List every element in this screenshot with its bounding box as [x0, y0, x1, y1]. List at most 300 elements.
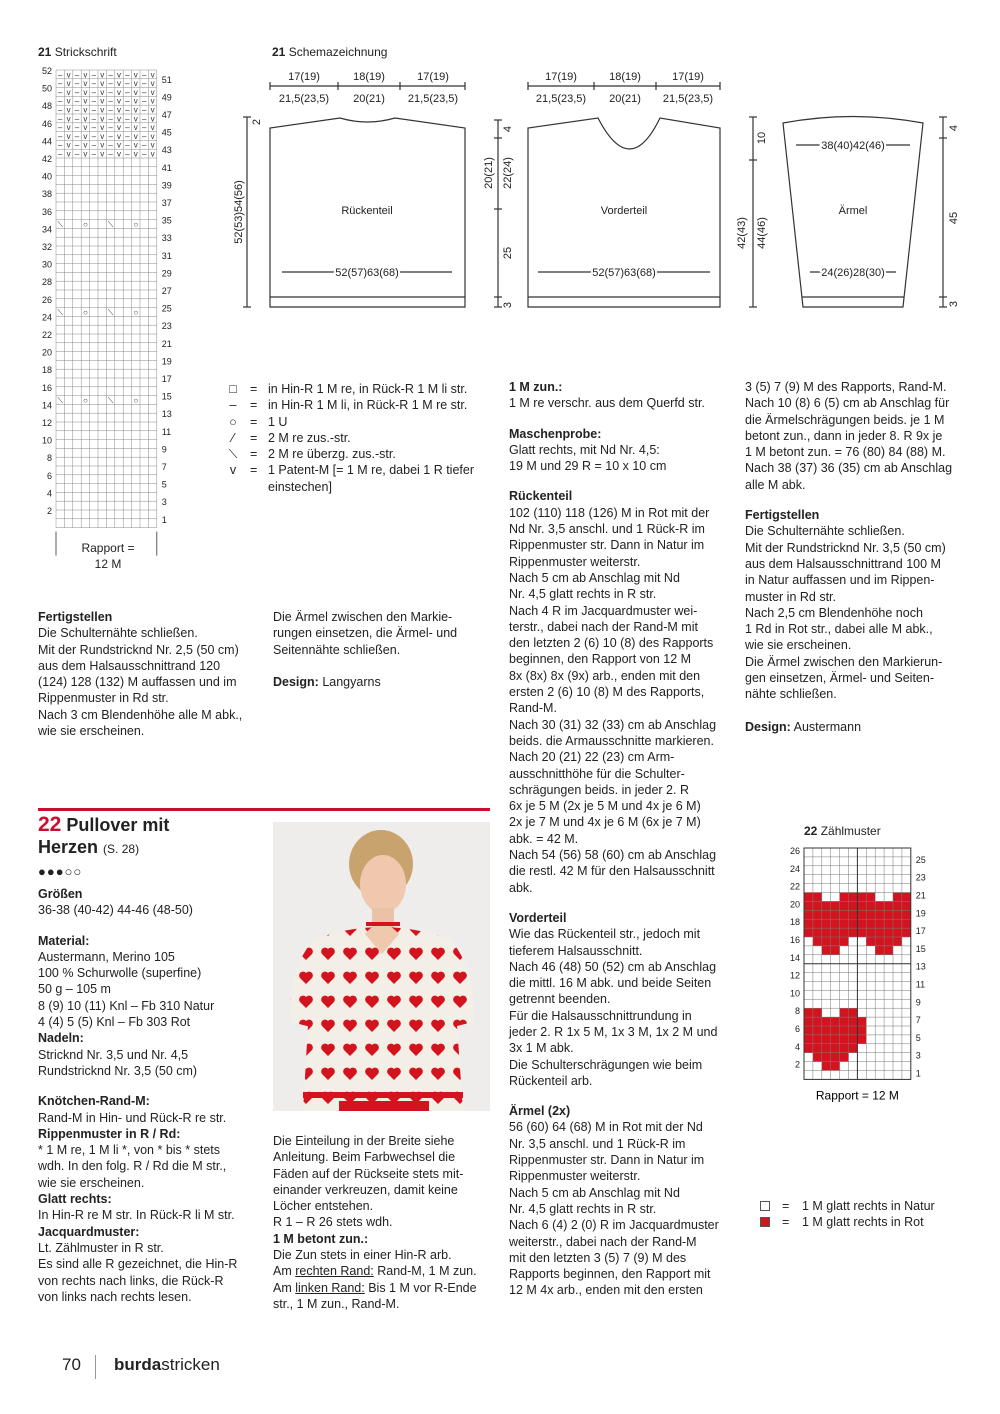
chart21-row-label: 40	[41, 171, 52, 182]
legend-21-equals: =	[250, 430, 258, 445]
zaehlmuster-title: 22 Zählmuster	[804, 824, 881, 838]
zaehl-row-label: 5	[915, 1032, 921, 1043]
zaehl-cell-red	[804, 910, 813, 919]
zaehl-cell-red	[875, 901, 884, 910]
stockinette-text: In Hin-R re M str. In Rück-R li M str.	[38, 1208, 235, 1223]
mzun-heading: 1 M zun.:	[509, 380, 563, 394]
legend-21-symbol: □	[229, 382, 237, 396]
legend-21-text: in Hin-R 1 M li, in Rück-R 1 M re str.	[268, 398, 468, 413]
chart21-symbol: –	[141, 87, 147, 97]
back-bottom-width-3: 21,5(23,5)	[407, 93, 459, 105]
chart21-symbol: –	[141, 149, 147, 159]
chart21-symbol: –	[108, 96, 113, 106]
needles-text: Stricknd Nr. 3,5 und Nr. 4,5 Rundstricknd Nr. 3,5 (50 cm)	[38, 1047, 198, 1078]
zaehl-legend-equals: =	[782, 1199, 790, 1213]
chart21-symbol: –	[91, 123, 97, 133]
chart21-row-label: 6	[46, 470, 52, 481]
chart21-symbol: –	[91, 114, 97, 124]
zaehl-cell-red	[884, 928, 893, 937]
zaehl-cell-red	[840, 901, 849, 910]
rib-heading: Rippenmuster in R / Rd:	[38, 1126, 181, 1141]
zaehl-cell-red	[849, 1035, 858, 1044]
legend-21-item	[222, 430, 492, 446]
chart21-row-label: 44	[41, 136, 52, 147]
chart21-symbol: v	[117, 96, 121, 106]
chart21-symbol: ⟍	[57, 395, 64, 405]
zaehl-cell-red	[822, 1062, 831, 1071]
zaehl-row-label: 20	[789, 899, 800, 910]
chart21-symbol: –	[91, 131, 97, 141]
chart21-symbol: –	[57, 96, 63, 106]
chart21-symbol: –	[125, 96, 130, 106]
zaehl-row-label: 23	[915, 872, 926, 883]
legend-21-text: 2 M re überzg. zus.-str.	[268, 447, 396, 462]
chart21-symbol: v	[66, 105, 71, 115]
zaehl-cell-red	[866, 937, 875, 946]
zaehl-cell-red	[840, 910, 849, 919]
zaehl-cell-red	[813, 919, 822, 928]
legend-21-text: 2 M re zus.-str.	[268, 430, 351, 445]
chart21-symbol: –	[74, 79, 80, 89]
jacquard-text: Lt. Zählmuster in R str. Es sind alle R gezeichnet, die Hin-R von rechts nach links, die Rück-R von links nach rechts lesen.	[38, 1240, 238, 1304]
legend-21-symbol: v	[229, 463, 237, 478]
front-top-width-1: 17(19)	[545, 71, 577, 83]
zaehl-cell-red	[831, 1053, 840, 1062]
zaehl-legend-swatch	[760, 1217, 770, 1227]
legend-21-item	[222, 446, 492, 462]
chart21-row-label: 46	[41, 118, 52, 129]
zaehl-cell-red	[849, 919, 858, 928]
chart21-symbol: v	[83, 123, 88, 133]
chart21-row-label: 17	[161, 374, 172, 384]
chart21-symbol: v	[100, 79, 105, 89]
zaehl-cell-red	[857, 901, 866, 910]
sleeve-label: Ärmel	[838, 205, 868, 217]
zaehl-cell-red	[866, 910, 875, 919]
zaehl-cell-red	[857, 919, 866, 928]
chart21-symbol: ○	[133, 307, 139, 317]
chart21-symbol: v	[66, 123, 71, 133]
zaehl-cell-red	[831, 937, 840, 946]
chart21-row-label: 24	[41, 312, 52, 323]
pattern-22-title: 22 Pullover mit Herzen (S. 28) ●●●○○	[38, 814, 268, 880]
strickschrift-chart	[30, 62, 195, 582]
chart21-row-label: 20	[41, 347, 52, 358]
chart21-symbol: –	[74, 96, 80, 106]
front-length-label: 44(46)	[756, 217, 768, 249]
chart21-symbol: v	[150, 149, 155, 159]
legend-21	[222, 381, 492, 495]
zaehl-cell-red	[884, 919, 893, 928]
chart21-row-label: 36	[41, 206, 52, 217]
chart21-symbol: –	[108, 70, 113, 80]
legend-21-equals: =	[250, 398, 258, 413]
chart21-symbol: –	[125, 79, 130, 89]
rapport-label: Rapport = 12 M	[81, 541, 135, 571]
zaehl-cell-red	[831, 910, 840, 919]
chart21-symbol: v	[66, 149, 71, 159]
back-piece-label: Rückenteil	[341, 205, 393, 217]
chart21-symbol: ⟍	[107, 219, 114, 229]
chart21-symbol: v	[150, 96, 155, 106]
left-edge-text-2: str., 1 M zun., Rand-M.	[273, 1296, 400, 1311]
zaehl-cell-red	[804, 901, 813, 910]
zaehl-row-label: 2	[794, 1059, 800, 1070]
back-bottom-width-1: 21,5(23,5)	[278, 93, 330, 105]
zaehl-cell-red	[849, 901, 858, 910]
legend-21-equals: =	[250, 414, 258, 429]
zaehl-row-label: 13	[915, 961, 926, 972]
zaehl-legend-text: 1 M glatt rechts in Natur	[802, 1199, 935, 1213]
sleeve-length-label: 45	[948, 211, 960, 225]
chart21-symbol: –	[125, 123, 130, 133]
zaehl-cell-red	[813, 1017, 822, 1026]
chart21-row-label: 5	[161, 479, 167, 490]
chart21-symbol: –	[125, 131, 130, 141]
zaehl-cell-red	[840, 1026, 849, 1035]
zaehl-cell-red	[875, 946, 884, 955]
chart21-symbol: ⟍	[107, 307, 114, 317]
zaehl-row-label: 1	[915, 1068, 921, 1079]
chart21-row-label: 34	[41, 224, 52, 235]
zaehl-cell-red	[813, 1026, 822, 1035]
chart21-symbol: –	[74, 70, 80, 80]
chart21-symbol: –	[57, 105, 63, 115]
front-piece-label: Vorderteil	[600, 205, 648, 217]
chart21-row-label: 49	[161, 92, 172, 103]
sleeve-rib-label: 3	[948, 300, 960, 308]
increase-heading: 1 M betont zun.:	[273, 1231, 369, 1246]
zaehl-cell-red	[893, 928, 902, 937]
chart21-symbol: –	[141, 105, 147, 115]
chart21-row-label: 37	[161, 198, 172, 208]
schema-drawing	[230, 60, 970, 330]
chart21-symbol: –	[141, 70, 147, 80]
chart21-symbol: v	[83, 105, 88, 115]
legend-21-item	[222, 381, 492, 397]
chart21-row-label: 39	[161, 180, 172, 191]
sleeve-cap-label: 4	[948, 124, 960, 132]
legend-21-text: in Hin-R 1 M re, in Rück-R 1 M li str.	[268, 382, 468, 396]
material-heading: Material:	[38, 933, 90, 948]
chart21-symbol: v	[150, 140, 155, 150]
zaehl-cell-red	[822, 946, 831, 955]
selvedge-heading: Knötchen-Rand-M:	[38, 1094, 150, 1109]
body-length-label: 25	[502, 246, 514, 260]
chart21-symbol: v	[133, 123, 138, 133]
chart21-symbol: –	[125, 105, 130, 115]
chart21-row-label: 9	[161, 444, 167, 455]
chart21-symbol: v	[150, 105, 155, 115]
page-number: 70	[62, 1355, 81, 1374]
zaehl-cell-red	[849, 1026, 858, 1035]
selvedge-text: Rand-M in Hin- und Rück-R re str.	[38, 1110, 227, 1125]
zaehl-cell-red	[893, 901, 902, 910]
chart21-symbol: –	[125, 140, 130, 150]
chart21-row-label: 4	[46, 488, 52, 499]
chart21-symbol: ○	[82, 307, 88, 317]
chart21-symbol: v	[117, 149, 121, 159]
chart21-symbol: v	[66, 79, 71, 89]
zaehl-cell-red	[831, 1026, 840, 1035]
zaehl-cell-red	[866, 928, 875, 937]
zaehl-row-label: 15	[915, 943, 926, 954]
zaehl-row-label: 16	[789, 935, 800, 945]
zaehl-cell-red	[804, 1017, 813, 1026]
chart21-row-label: 1	[161, 514, 167, 525]
zaehlmuster-chart	[780, 842, 940, 1107]
zaehl-cell-red	[849, 1044, 858, 1053]
chart21-row-label: 23	[161, 321, 172, 332]
zaehl-cell-red	[822, 1035, 831, 1044]
zaehl-cell-red	[866, 893, 875, 902]
magazine-brand: burdastricken	[114, 1355, 220, 1374]
chart21-symbol: –	[108, 114, 113, 124]
chart21-symbol: –	[108, 149, 113, 159]
zaehl-cell-red	[875, 910, 884, 919]
chart21-row-label: 41	[161, 162, 172, 173]
chart21-row-label: 13	[161, 409, 172, 420]
legend-21-symbol: –	[229, 398, 237, 413]
zaehl-cell-red	[831, 919, 840, 928]
chart21-symbol: ○	[133, 395, 139, 405]
zaehl-cell-red	[831, 1035, 840, 1044]
chart21-symbol: –	[141, 131, 147, 141]
chart21-symbol: v	[133, 149, 138, 159]
chart21-symbol: v	[66, 87, 71, 97]
zaehl-cell-red	[840, 928, 849, 937]
chart21-row-label: 11	[161, 426, 172, 437]
finishing-21-text: Die Schulternähte schließen. Mit der Rundstricknd Nr. 2,5 (50 cm) aus dem Halsausschnittrand 120 (124) 128 (132) M auffassen und im Rippenmuster in Rd str. Nach 3 cm Blendenhöhe alle M abk., wie sie erscheinen.	[38, 626, 243, 739]
chart21-symbol: v	[66, 114, 71, 124]
chart21-symbol: ○	[133, 219, 139, 229]
gauge-text: Glatt rechts, mit Nd Nr. 4,5: 19 M und 29 R = 10 x 10 cm	[509, 442, 667, 474]
zaehl-row-label: 14	[789, 952, 800, 963]
finishing-21	[38, 609, 263, 739]
chart21-symbol: v	[117, 131, 121, 141]
chart21-symbol: –	[141, 140, 147, 150]
zaehl-cell-red	[804, 919, 813, 928]
chart21-row-label: 3	[161, 497, 167, 508]
zaehl-cell-red	[902, 893, 911, 902]
chart21-symbol: v	[150, 79, 155, 89]
zaehl-cell-red	[884, 946, 893, 955]
zaehl-cell-red	[902, 928, 911, 937]
zaehl-row-label: 3	[915, 1050, 921, 1061]
zaehl-cell-red	[813, 1035, 822, 1044]
zaehl-cell-red	[840, 1035, 849, 1044]
stockinette-heading: Glatt rechts:	[38, 1192, 112, 1207]
chart21-row-label: 2	[46, 506, 52, 516]
chart21-symbol: –	[91, 96, 97, 106]
chart21-symbol: v	[117, 105, 121, 115]
chart21-symbol: v	[133, 87, 138, 97]
chart21-symbol: –	[57, 123, 63, 133]
sleeves-heading: Ärmel (2x)	[509, 1104, 571, 1119]
chart21-symbol: v	[83, 140, 88, 150]
zaehl-cell-red	[840, 1053, 849, 1062]
zaehl-cell-red	[822, 928, 831, 937]
zaehl-cell-red	[813, 910, 822, 919]
rib-height-label: 3	[502, 301, 514, 309]
chart21-row-label: 47	[161, 110, 172, 120]
zaehl-cell-red	[840, 893, 849, 902]
right-column	[745, 379, 970, 735]
chart21-row-label: 50	[41, 83, 52, 94]
zaehl-cell-red	[884, 910, 893, 919]
chart21-symbol: v	[133, 96, 138, 106]
chart21-symbol: v	[117, 140, 121, 150]
chart21-symbol: –	[57, 149, 63, 159]
chart21-symbol: –	[108, 105, 113, 115]
zaehl-cell-red	[831, 1017, 840, 1026]
chart21-row-label: 19	[161, 356, 172, 367]
zaehl-cell-red	[857, 1026, 866, 1035]
zaehl-cell-red	[875, 937, 884, 946]
chart21-symbol: –	[57, 131, 63, 141]
back-top-width-2: 18(19)	[353, 71, 385, 83]
zaehl-row-label: 9	[915, 997, 921, 1008]
zaehl-cell-red	[849, 928, 858, 937]
chart21-symbol: –	[91, 70, 97, 80]
zaehl-cell-red	[902, 901, 911, 910]
zaehl-row-label: 22	[789, 881, 800, 892]
chart21-symbol: v	[66, 140, 71, 150]
chart21-symbol: v	[83, 96, 88, 106]
chart21-symbol: v	[100, 70, 105, 80]
zaehl-cell-red	[840, 1044, 849, 1053]
chart21-symbol: –	[74, 131, 80, 141]
zaehl-cell-red	[804, 1044, 813, 1053]
front-bottom-width-2: 20(21)	[609, 93, 641, 105]
zaehl-cell-red	[857, 910, 866, 919]
legend-21-equals: =	[250, 463, 258, 478]
zaehl-cell-red	[849, 1008, 858, 1017]
back-text: 102 (110) 118 (126) M in Rot mit der Nd Nr. 3,5 anschl. und 1 Rück-R im Rippenmuster str. Dann in Natur im Rippenmuster weiterstr. Nach 5 cm ab Anschlag mit Nd Nr. 4,5 glatt rechts in R str. Nach 4 R im Jacquardmuster wei- terstr., dabei nach der Rand-M mit den letzten 2 (6) 10 (8) des Rapports beginnen, den Rapport von 12 M 8x (8x) 8x (9x) arb., enden mit den ersten 2 (6) 10 (8) M des Rapports, Rand-M. Nach 30 (31) 32 (33) cm ab Anschlag beids. die Armausschnitte markieren. Nach 20 (21) 22 (23) cm Arm- ausschnitthöhe für die Schulter- schrägungen beids. in jeder 2. R 6x je 5 M (2x je 5 M und 4x je 6 M) 2x je 7 M und 4x je 6 M (6x je 7 M) abk. = 42 M. Nach 54 (56) 58 (60) cm ab Anschlag die restl. 42 M für den Halsausschnitt abk.	[509, 505, 717, 895]
chart21-symbol: v	[117, 87, 121, 97]
chart21-row-label: 42	[41, 154, 52, 164]
chart21-symbol: –	[141, 79, 147, 89]
zaehl-legend-item	[760, 1198, 980, 1214]
front-heading: Vorderteil	[509, 910, 567, 925]
legend-21-symbol: ⁄	[231, 430, 235, 445]
armhole-height-label: 20(21)	[483, 157, 495, 189]
back-heading: Rückenteil	[509, 489, 573, 504]
strickschrift-title: 21 Strickschrift	[38, 45, 117, 59]
zaehl-row-label: 7	[915, 1015, 921, 1026]
legend-21-symbol: ○	[229, 414, 237, 429]
legend-21-item	[222, 462, 492, 495]
chart21-row-label: 25	[161, 303, 172, 314]
back-top-width-3: 17(19)	[417, 71, 449, 83]
jacquard-heading: Jacquardmuster:	[38, 1224, 140, 1239]
zaehl-cell-red	[822, 937, 831, 946]
chart21-symbol: –	[74, 105, 80, 115]
chart21-row-label: 29	[161, 268, 172, 279]
instructions-column	[509, 379, 734, 1299]
back-shoulder-label: 2	[251, 118, 263, 126]
zaehl-legend-equals: =	[782, 1215, 790, 1230]
chart21-row-label: 30	[41, 259, 52, 270]
section-divider	[38, 808, 490, 811]
finishing-21-heading: Fertigstellen	[38, 610, 113, 624]
zaehl-row-label: 18	[789, 917, 800, 928]
front-bottom-width-1: 21,5(23,5)	[535, 93, 587, 105]
zaehl-row-label: 11	[915, 979, 926, 990]
chart21-symbol: –	[74, 123, 80, 133]
front-neck-height-label: 42(43)	[736, 217, 748, 249]
chart21-row-label: 28	[41, 277, 52, 288]
chart21-symbol: –	[74, 114, 80, 124]
chart21-symbol: –	[74, 140, 80, 150]
chart21-symbol: –	[108, 123, 113, 133]
front-width-label: 52(57)63(68)	[592, 267, 656, 279]
chart21-symbol: –	[108, 140, 113, 150]
zaehl-row-label: 4	[794, 1041, 800, 1052]
sizes-text: 36-38 (40-42) 44-46 (48-50)	[38, 903, 193, 918]
materials-column	[38, 886, 263, 1305]
chart21-symbol: –	[141, 123, 147, 133]
zaehl-cell-red	[849, 1017, 858, 1026]
colorwork-text: Die Einteilung in der Breite siehe Anleitung. Beim Farbwechsel die Fäden auf der Rückseite stets mit- einander verkreuzen, damit keine Löcher entstehen. R 1 – R 26 stets wdh.	[273, 1134, 464, 1230]
design-22: Design: Austermann	[745, 719, 862, 734]
chart21-symbol: –	[91, 105, 97, 115]
zaehl-cell-red	[822, 1044, 831, 1053]
zaehl-cell-red	[822, 919, 831, 928]
chart21-symbol: –	[125, 149, 130, 159]
zaehl-cell-red	[831, 946, 840, 955]
chart21-symbol: v	[150, 70, 155, 80]
chart21-symbol: –	[108, 131, 113, 141]
right-edge-text: Am rechten Rand: Rand-M, 1 M zun.	[273, 1264, 477, 1279]
chart21-symbol: v	[83, 70, 88, 80]
chart21-symbol: –	[108, 79, 113, 89]
chart21-symbol: –	[141, 114, 147, 124]
zaehl-cell-red	[849, 910, 858, 919]
zaehl-cell-red	[884, 937, 893, 946]
zaehl-cell-red	[813, 937, 822, 946]
legend-21-item	[222, 414, 492, 430]
zaehl-row-label: 6	[794, 1024, 800, 1034]
chart21-symbol: v	[117, 79, 121, 89]
chart21-symbol: –	[125, 87, 130, 97]
zaehl-cell-red	[893, 919, 902, 928]
chart21-symbol: –	[125, 70, 130, 80]
footer-divider	[95, 1355, 96, 1379]
zaehlmuster-legend	[760, 1198, 980, 1231]
sleeves-text: 56 (60) 64 (68) M in Rot mit der Nd Nr. 3,5 anschl. und 1 Rück-R im Rippenmuster str. Dann in Natur im Rippenmuster weiterstr. Nach 5 cm ab Anschlag mit Nd Nr. 4,5 glatt rechts in R str. Nach 6 (4) 2 (0) R im Jacquardmuster weiterstr., dabei nach der Rand-M mit den letzten 3 (5) 7 (9) M des Rapports beginnen, den Rapport mit 12 M 4x arb., enden mit den ersten	[509, 1120, 719, 1298]
difficulty-dots: ●●●○○	[38, 864, 83, 879]
chart21-symbol: v	[83, 131, 88, 141]
zaehl-cell-red	[804, 893, 813, 902]
chart21-row-label: 32	[41, 242, 52, 252]
zaehl-cell-red	[840, 1008, 849, 1017]
back-height-label: 52(53)54(56)	[233, 180, 245, 244]
zaehl-cell-red	[866, 919, 875, 928]
chart21-symbol: ⟍	[107, 395, 114, 405]
zaehl-cell-red	[822, 1017, 831, 1026]
gauge-heading: Maschenprobe:	[509, 426, 602, 441]
chart21-symbol: –	[108, 87, 113, 97]
chart21-symbol: v	[83, 87, 88, 97]
front-text: Wie das Rückenteil str., jedoch mit tieferem Halsausschnitt. Nach 46 (48) 50 (52) cm ab Anschlag die mittl. 16 M abk. und beide Seiten getrennt beenden. Für die Halsausschnittrundung in jeder 2. R 1x 5 M, 1x 3 M, 1x 2 M und 3x 1 M abk. Die Schulterschrägungen wie beim Rückenteil arb.	[509, 927, 718, 1088]
front-top-width-3: 17(19)	[672, 71, 704, 83]
chart21-symbol: v	[117, 70, 121, 80]
zaehl-cell-red	[831, 901, 840, 910]
chart21-symbol: –	[91, 79, 97, 89]
rib-text: * 1 M re, 1 M li *, von * bis * stets wdh. In den folg. R / Rd die M str., wie sie erscheinen.	[38, 1143, 227, 1190]
chart21-symbol: v	[133, 140, 138, 150]
